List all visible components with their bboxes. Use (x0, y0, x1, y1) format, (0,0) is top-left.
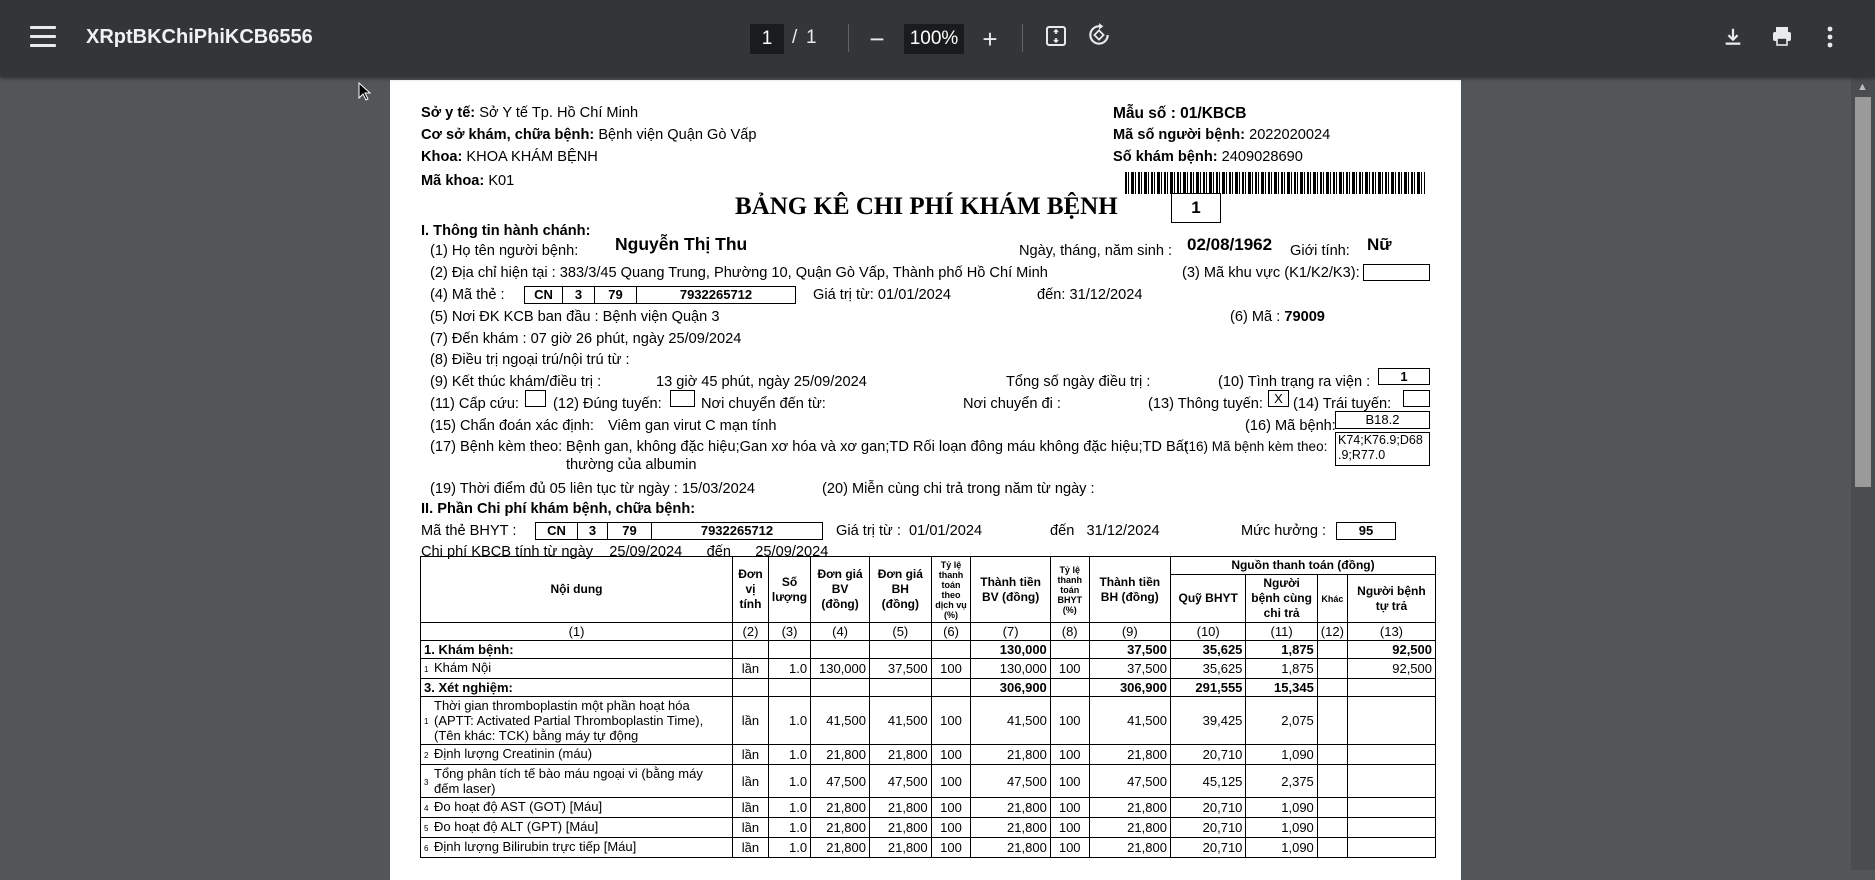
cell: 100 (931, 745, 971, 765)
col-num: (11) (1246, 623, 1317, 641)
label: (3) Mã khu vực (K1/K2/K3): (1182, 265, 1360, 281)
facility-code: 79009 (1284, 309, 1325, 325)
cell: 21,800 (870, 745, 932, 765)
date-of-birth: 02/08/1962 (1187, 235, 1273, 254)
khoa: KHOA KHÁM BỆNH (466, 149, 598, 165)
cell: 39,425 (1170, 697, 1245, 745)
col-num: (1) (421, 623, 733, 641)
table-row (421, 697, 1436, 745)
cell: lần (733, 765, 769, 798)
cell: 130,000 (971, 641, 1050, 659)
table-row (421, 765, 1436, 798)
col-header: Số lượng (768, 557, 810, 623)
end-time: 13 giờ 45 phút, ngày 25/09/2024 (656, 374, 867, 390)
gender: Nữ (1367, 235, 1392, 254)
group-row (421, 641, 1436, 659)
valid-from: 01/01/2024 (877, 287, 951, 303)
label: Số khám bệnh: (1113, 149, 1218, 165)
scrollbar-thumb[interactable] (1855, 97, 1871, 487)
cell: 37,500 (1089, 641, 1170, 659)
table-header-row (421, 557, 1436, 575)
label: Giới tính: (1290, 243, 1350, 259)
cell: 130,000 (971, 659, 1050, 679)
label: (13) Thông tuyến: (1148, 396, 1263, 412)
page-separator: / (792, 27, 798, 48)
item-name: (Tên khác: TCK) bằng máy tự động (434, 728, 639, 743)
diagnosis: Viêm gan virut C mạn tính (608, 418, 777, 434)
cell: 1,090 (1246, 745, 1317, 765)
col-header: Đơn giá BV (đồng) (811, 557, 870, 623)
cell: 47,500 (1089, 765, 1170, 798)
form-number: Mẫu số : 01/KBCB (1113, 105, 1247, 122)
label: đến: (1037, 287, 1066, 303)
insurance-card-box (524, 286, 796, 304)
label: Sở y tế: (421, 105, 476, 121)
group-name: 1. Khám bệnh: (421, 641, 733, 659)
label: (14) Trái tuyến: (1293, 396, 1392, 412)
col-num: (5) (870, 623, 932, 641)
cell: 47,500 (971, 765, 1050, 798)
insurance-card-box-2 (535, 522, 823, 540)
cell: 20,710 (1170, 838, 1245, 858)
cell: 41,500 (811, 697, 870, 745)
table-row (421, 818, 1436, 838)
section-1-heading: I. Thông tin hành chánh: (421, 223, 591, 239)
registered-facility: Bệnh viện Quận 3 (602, 309, 720, 325)
valid-to-2: 31/12/2024 (1086, 523, 1160, 539)
cell: 1,090 (1246, 798, 1317, 818)
item-name: Thời gian thromboplastin một phần hoạt hóa (434, 698, 690, 713)
five-year-date: 15/03/2024 (681, 481, 755, 497)
cell: 21,800 (870, 798, 932, 818)
label: (10) Tình trạng ra viện : (1218, 374, 1371, 390)
label: (8) Điều trị ngoại trú/nội trú từ : (430, 352, 630, 368)
group-row (421, 679, 1436, 697)
label: Cơ sở khám, chữa bệnh: (421, 127, 595, 143)
label: Mức hưởng : (1241, 523, 1327, 539)
label: Giá trị từ: (813, 287, 874, 303)
col-header: Tỷ lệ thanh toán BHYT (%) (1050, 557, 1089, 623)
row-index: 3 (424, 777, 429, 787)
col-header: Đơn giá BH (đồng) (870, 557, 932, 623)
cell: 35,625 (1170, 659, 1245, 679)
so-y-te: Sở Y tế Tp. Hồ Chí Minh (479, 105, 639, 121)
cell: 100 (931, 659, 971, 679)
comorbidity-codes (1335, 432, 1430, 466)
col-header: Người bệnh cùng chi trả (1246, 575, 1317, 623)
cell: lần (733, 745, 769, 765)
item-name: Khám Nội (434, 660, 492, 675)
label: (20) Miễn cùng chi trả trong năm từ ngày : (822, 481, 1095, 497)
cell: 41,500 (1089, 697, 1170, 745)
disease-code: B18.2 (1335, 411, 1430, 429)
label: (7) Đến khám : (430, 331, 527, 347)
col-num: (9) (1089, 623, 1170, 641)
cell: 20,710 (1170, 745, 1245, 765)
row-index: 2 (424, 751, 429, 760)
page-total: 1 (806, 27, 817, 48)
cell: 100 (931, 818, 971, 838)
card-part: 79 (595, 287, 637, 303)
cell: 37,500 (1089, 659, 1170, 679)
label: Chi phí KBCB tính từ ngày (421, 544, 594, 560)
col-num: (13) (1347, 623, 1435, 641)
cell: 15,345 (1246, 679, 1317, 697)
cell: 2,075 (1246, 697, 1317, 745)
row-index: 1 (424, 665, 429, 674)
cell: 20,710 (1170, 818, 1245, 838)
cell: 21,800 (1089, 745, 1170, 765)
cell: lần (733, 798, 769, 818)
col-num: (3) (768, 623, 810, 641)
cell: 100 (1050, 659, 1089, 679)
card-part: 79 (608, 523, 652, 539)
cell: 100 (931, 697, 971, 745)
toolbar-divider (1022, 24, 1023, 52)
cell: 291,555 (1170, 679, 1245, 697)
cell: 21,800 (811, 818, 870, 838)
label: (19) Thời điểm đủ 05 liên tục từ ngày : (430, 481, 678, 497)
label: Giá trị từ : (836, 523, 901, 539)
cell: 1,875 (1246, 659, 1317, 679)
inter-route-box: X (1268, 390, 1289, 407)
label: (1) Họ tên người bệnh: (430, 243, 579, 259)
cost-from: 25/09/2024 (609, 544, 683, 560)
area-code-box (1363, 264, 1430, 281)
cost-to: 25/09/2024 (755, 544, 829, 560)
zoom-out-icon[interactable]: − (869, 24, 885, 54)
item-name: Định lượng Bilirubin trực tiếp [Máu] (434, 839, 637, 854)
item-name: Tổng phân tích tế bào máu ngoại vi (bằng máy (434, 766, 703, 781)
cell: 21,800 (1089, 818, 1170, 838)
arrival-time: 07 giờ 26 phút, ngày 25/09/2024 (530, 331, 742, 347)
cell: 41,500 (971, 697, 1050, 745)
document-title: XRptBKChiPhiKCB6556 (86, 26, 313, 48)
cell: 1.0 (768, 838, 810, 858)
doc-title: BẢNG KÊ CHI PHÍ KHÁM BỆNH (735, 193, 1118, 220)
label: (6) Mã : (1230, 309, 1281, 325)
cell: 21,800 (971, 745, 1050, 765)
toolbar-divider (848, 24, 849, 52)
fit-page-icon[interactable] (1039, 22, 1073, 56)
cell: 1.0 (768, 798, 810, 818)
card-part: 3 (563, 287, 595, 303)
cell: 41,500 (870, 697, 932, 745)
label: (16) Mã bệnh: (1245, 418, 1336, 434)
mouse-cursor-icon (358, 82, 372, 102)
visit-number: 2409028690 (1221, 149, 1303, 165)
col-header: Khác (1317, 575, 1347, 623)
cell: 92,500 (1347, 659, 1435, 679)
label: đến (706, 544, 731, 560)
cell: lần (733, 697, 769, 745)
cell: 21,800 (971, 798, 1050, 818)
label: (5) Nơi ĐK KCB ban đầu : (430, 309, 599, 325)
address: 383/3/45 Quang Trung, Phường 10, Quận Gò Vấp, Thành phố Hồ Chí Minh (559, 265, 1048, 281)
label: Mã số người bệnh: (1113, 127, 1246, 143)
cell: 35,625 (1170, 641, 1245, 659)
cell: 100 (931, 838, 971, 858)
col-header: Đơn vị tính (733, 557, 769, 623)
valid-from-2: 01/01/2024 (909, 523, 983, 539)
cell: 47,500 (870, 765, 932, 798)
cell: 1.0 (768, 745, 810, 765)
col-num: (2) (733, 623, 769, 641)
code-line: .9;R77.0 (1338, 448, 1386, 462)
col-header: Thành tiền BV (đồng) (971, 557, 1050, 623)
barcode (1125, 172, 1425, 194)
comorbidities-cont: thường của albumin (566, 457, 697, 473)
col-header: Nội dung (421, 557, 733, 623)
correct-route-box (670, 390, 695, 407)
cell: 100 (1050, 745, 1089, 765)
cell: 21,800 (870, 838, 932, 858)
col-header: Nguồn thanh toán (đồng) (1170, 557, 1435, 575)
card-part: CN (536, 523, 578, 539)
cell: 37,500 (870, 659, 932, 679)
cell: 21,800 (811, 798, 870, 818)
table-row (421, 798, 1436, 818)
cell: 100 (1050, 818, 1089, 838)
label: Mã thẻ BHYT : (421, 523, 517, 539)
label: đến (1050, 523, 1075, 539)
cell: 1.0 (768, 818, 810, 838)
table-row (421, 659, 1436, 679)
card-part: CN (525, 287, 563, 303)
item-name: Đo hoạt độ AST (GOT) [Máu] (434, 799, 603, 814)
scroll-up-icon[interactable]: ▲ (1857, 81, 1868, 93)
cell: 47,500 (811, 765, 870, 798)
emergency-box (525, 390, 546, 407)
co-so: Bệnh viện Quận Gò Vấp (598, 127, 757, 143)
cell: 21,800 (811, 838, 870, 858)
cell: 306,900 (971, 679, 1050, 697)
table-row (421, 745, 1436, 765)
page-number-input[interactable]: 1 (750, 24, 784, 54)
patient-id: 2022020024 (1249, 127, 1331, 143)
col-num: (4) (811, 623, 870, 641)
cell: 1,090 (1246, 818, 1317, 838)
item-name: (APTT: Activated Partial Thromboplastin Time), (434, 713, 704, 728)
label: Ngày, tháng, năm sinh : (1019, 243, 1173, 259)
cell: 1,875 (1246, 641, 1317, 659)
col-num: (10) (1170, 623, 1245, 641)
item-name: đếm laser) (434, 781, 496, 796)
section-2-heading: II. Phần Chi phí khám bệnh, chữa bệnh: (421, 501, 696, 517)
card-part: 7932265712 (700, 523, 774, 538)
discharge-status: 1 (1378, 368, 1430, 385)
label: (17) Bệnh kèm theo: (430, 439, 563, 455)
group-name: 3. Xét nghiệm: (421, 679, 733, 697)
pdf-toolbar (0, 0, 1875, 77)
col-num: (6) (931, 623, 971, 641)
col-num: (12) (1317, 623, 1347, 641)
print-icon[interactable] (1765, 22, 1799, 56)
label: (15) Chẩn đoán xác định: (430, 418, 594, 434)
cell: 21,800 (870, 818, 932, 838)
card-part: 7932265712 (679, 287, 753, 302)
cell: 21,800 (971, 838, 1050, 858)
label: (16) Mã bệnh kèm theo: (1184, 439, 1328, 454)
cell: 1.0 (768, 659, 810, 679)
row-index: 6 (424, 844, 429, 853)
cell: 92,500 (1347, 641, 1435, 659)
label: Nơi chuyển đến từ: (701, 396, 826, 412)
card-part: 3 (578, 523, 608, 539)
cell: 21,800 (811, 745, 870, 765)
cell: 1.0 (768, 765, 810, 798)
row-index: 1 (424, 717, 429, 726)
cell: 100 (1050, 765, 1089, 798)
cell: 2,375 (1246, 765, 1317, 798)
cell: 100 (931, 765, 971, 798)
col-num: (7) (971, 623, 1050, 641)
col-header: Người bệnh tự trả (1347, 575, 1435, 623)
more-options-icon[interactable] (1813, 22, 1847, 56)
menu-icon[interactable] (30, 26, 56, 48)
ma-khoa: K01 (488, 173, 515, 189)
scrollbar[interactable] (1851, 77, 1875, 870)
column-number-row (421, 623, 1436, 641)
col-header: Quỹ BHYT (1170, 575, 1245, 623)
row-index: 5 (424, 824, 429, 833)
cell: 306,900 (1089, 679, 1170, 697)
cell: 21,800 (1089, 838, 1170, 858)
label: Nơi chuyển đi : (963, 396, 1061, 412)
item-name: Đo hoạt độ ALT (GPT) [Máu] (434, 819, 599, 834)
cost-table (420, 556, 1436, 858)
comorbidities: Bệnh gan, không đặc hiệu;Gan xơ hóa và xơ gan;TD Rối loạn đông máu không đặc hiệu;TD Bất (566, 439, 1188, 455)
item-name: Định lượng Creatinin (máu) (434, 746, 593, 761)
code-line: K74;K76.9;D68 (1338, 433, 1423, 447)
label: (9) Kết thúc khám/điều trị : (430, 374, 602, 390)
cell: 100 (1050, 838, 1089, 858)
coverage-rate: 95 (1336, 522, 1396, 540)
table-row (421, 838, 1436, 858)
cell: lần (733, 818, 769, 838)
cell: 130,000 (811, 659, 870, 679)
label: (11) Cấp cứu: (430, 396, 519, 412)
cell: 100 (1050, 697, 1089, 745)
col-header: Thành tiền BH (đồng) (1089, 557, 1170, 623)
zoom-in-icon[interactable]: + (982, 24, 998, 54)
cell: 1.0 (768, 697, 810, 745)
label: (2) Địa chỉ hiện tại : (430, 265, 556, 281)
cell: 21,800 (1089, 798, 1170, 818)
cell: lần (733, 659, 769, 679)
col-header: Tỷ lệ thanh toán theo dịch vụ (%) (931, 557, 971, 623)
rotate-icon[interactable] (1082, 22, 1116, 56)
wrong-route-box (1403, 390, 1430, 407)
cell: 100 (1050, 798, 1089, 818)
col-num: (8) (1050, 623, 1089, 641)
cell: 21,800 (971, 818, 1050, 838)
cell: 20,710 (1170, 798, 1245, 818)
label: (12) Đúng tuyến: (553, 396, 662, 412)
cell: 100 (931, 798, 971, 818)
pdf-page (390, 80, 1461, 880)
title-box: 1 (1171, 193, 1221, 223)
cell: lần (733, 838, 769, 858)
label: Mã khoa: (421, 173, 485, 189)
zoom-input[interactable]: 100% (904, 24, 964, 54)
patient-name: Nguyễn Thị Thu (615, 234, 748, 254)
cell: 45,125 (1170, 765, 1245, 798)
download-icon[interactable] (1716, 22, 1750, 56)
label: Khoa: (421, 149, 463, 165)
label: Tổng số ngày điều trị : (1006, 374, 1151, 390)
cell: 1,090 (1246, 838, 1317, 858)
valid-to: 31/12/2024 (1069, 287, 1143, 303)
row-index: 4 (424, 804, 429, 813)
label: (4) Mã thẻ : (430, 287, 505, 303)
